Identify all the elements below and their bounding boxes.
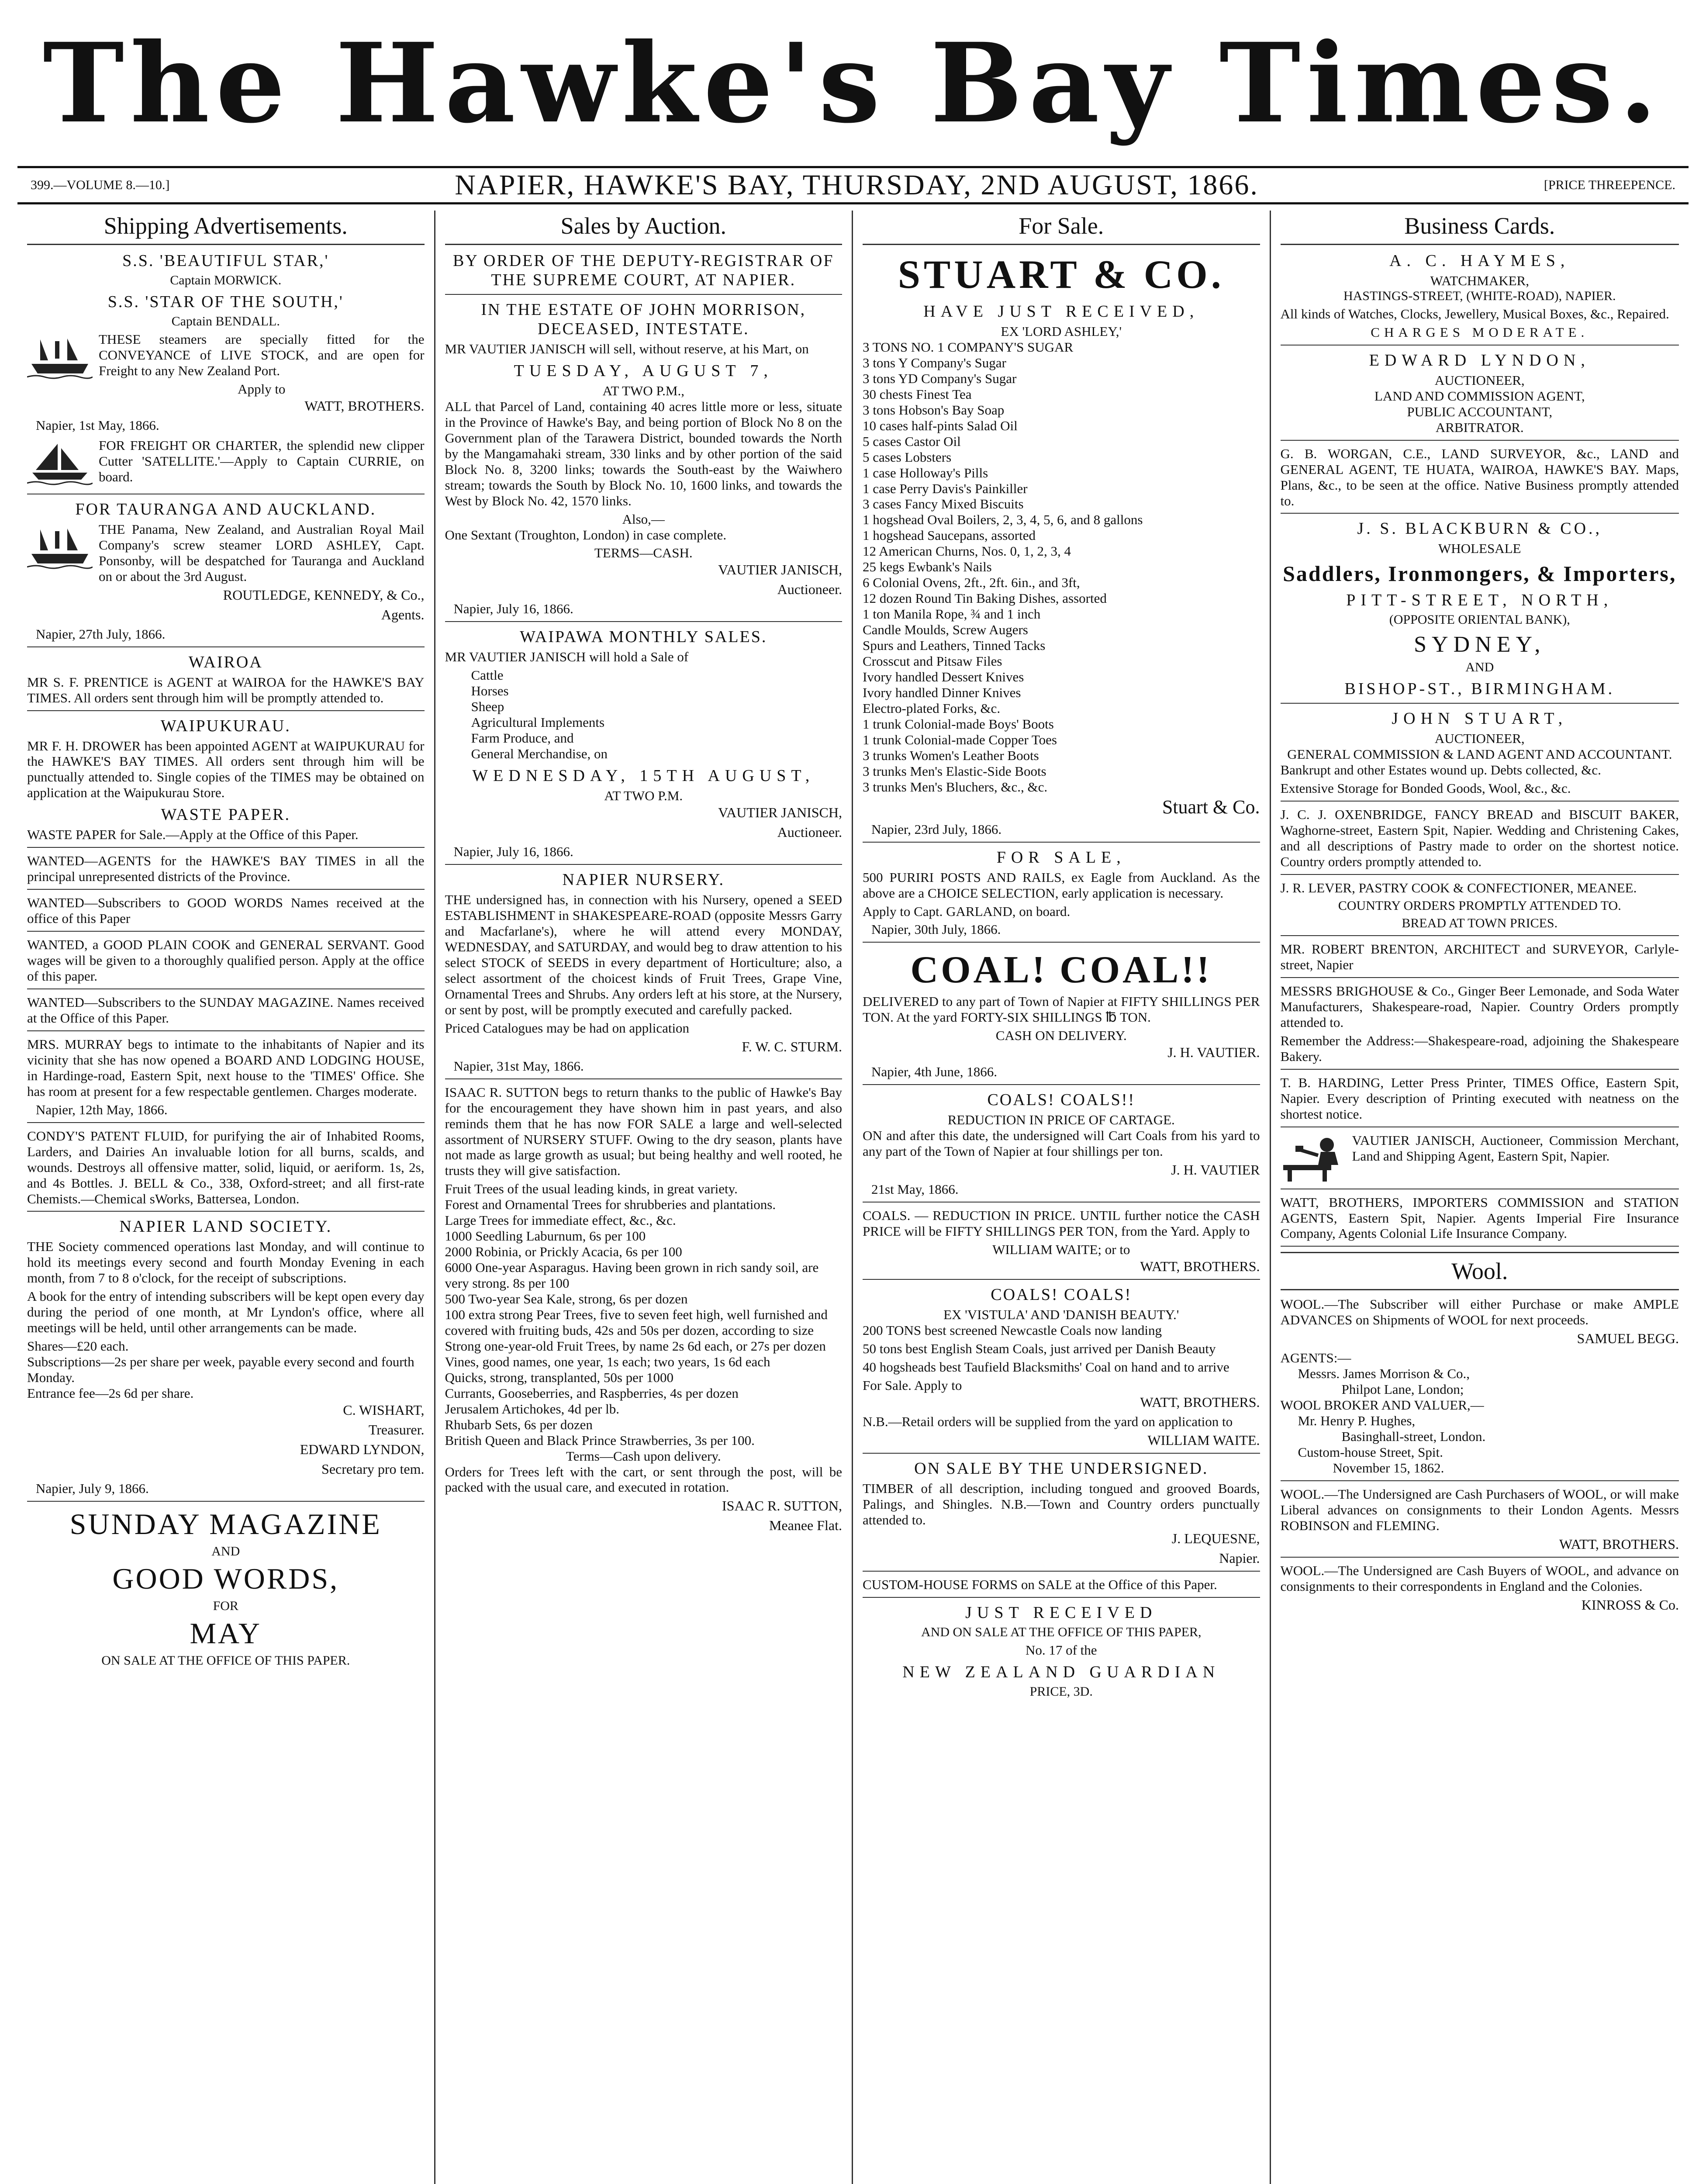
ad-text: A book for the entry of intending subscribers will be kept open every day during the period of one month, at Mr Lyndon's office, where all meetings will be held, until other arrangements can be made. <box>27 1289 425 1336</box>
list-item: 1 trunk Colonial-made Boys' Boots <box>863 716 1054 732</box>
divider <box>863 1202 1260 1203</box>
stock-list <box>863 339 1260 795</box>
list-item: General Merchandise, on <box>471 746 608 762</box>
ad-text: 50 tons best English Steam Coals, just arrived per Danish Beauty <box>863 1341 1216 1356</box>
list-item: 12 American Churns, Nos. 0, 1, 2, 3, 4 <box>863 543 1071 559</box>
ad-subheading: EX 'VISTULA' AND 'DANISH BEAUTY.' <box>943 1307 1179 1323</box>
signature: F. W. C. STURM. <box>742 1038 842 1054</box>
list-item: 1 ton Manila Rope, ¾ and 1 inch <box>863 606 1041 622</box>
ad-date: Napier, 27th July, 1866. <box>36 626 166 642</box>
ad-line: Saddlers, Ironmongers, & Importers, <box>1283 561 1677 586</box>
ad-text: FOR FREIGHT OR CHARTER, the splendid new clipper Cutter 'SATELLITE.'—Apply to Captain CURRIE, on board. <box>99 437 425 484</box>
divider <box>445 294 843 295</box>
ad-text: J. R. LEVER, PASTRY COOK & CONFECTIONER, MEANEE. <box>1280 880 1637 896</box>
signature: J. LEQUESNE, <box>1171 1530 1260 1546</box>
ad-heading: BY ORDER OF THE DEPUTY-REGISTRAR OF THE SUPREME COURT, AT NAPIER. <box>453 252 834 289</box>
divider <box>863 942 1260 943</box>
ad-text: WOOL.—The Subscriber will either Purchase or make AMPLE ADVANCES on Shipments of WOOL for next proceeds. <box>1280 1296 1679 1328</box>
divider <box>1281 977 1679 978</box>
list-item: 6000 One-year Asparagus. Having been grown in rich sandy soil, are very strong. 8s per 100 <box>445 1260 819 1291</box>
ad-heading: COALS! COALS!! <box>987 1091 1136 1109</box>
ad-text: WANTED—Subscribers to GOOD WORDS Names received at the office of this Paper <box>27 895 425 926</box>
divider <box>1281 935 1679 936</box>
ad-text: WANTED—AGENTS for the HAWKE'S BAY TIMES in all the principal unrepresented districts of the Province. <box>27 853 425 885</box>
ad-text: Extensive Storage for Bonded Goods, Wool, &c., &c. <box>1280 781 1571 796</box>
ad-heading: WASTE PAPER. <box>161 805 290 824</box>
ad-text: 200 TONS best screened Newcastle Coals now landing <box>863 1322 1162 1338</box>
ad-date: Napier, 23rd July, 1866. <box>871 821 1002 837</box>
nursery-items <box>445 1181 843 1448</box>
ad-text: THESE steamers are specially fitted for the CONVEYANCE of LIVE STOCK, and are open for Freight to any New Zealand Port. <box>99 332 425 378</box>
ad-text: THE Society commenced operations last Monday, and will continue to hold its meetings every second and fourth Monday Evening in each month, from 7 to 8 o'clock, for the receipt of subscriptions. <box>27 1239 425 1286</box>
ad-text: MR VAUTIER JANISCH will hold a Sale of <box>445 649 689 665</box>
ad-text: ON and after this date, the undersigned will Cart Coals from his yard to any part of the Town of Napier at four shillings per ton. <box>863 1128 1260 1159</box>
divider <box>863 1279 1260 1280</box>
ad-line: Apply to Capt. GARLAND, on board. <box>863 903 1071 919</box>
ad-text: Bankrupt and other Estates wound up. Debts collected, &c. <box>1280 762 1601 778</box>
ad-text: WANTED—Subscribers to the SUNDAY MAGAZINE. Names received at the Office of this Paper. <box>27 994 425 1026</box>
signature: VAUTIER JANISCH, <box>718 805 842 821</box>
ad-heading: NAPIER NURSERY. <box>562 871 725 889</box>
column-for-sale <box>853 211 1271 2184</box>
price: [PRICE THREEPENCE. <box>1544 178 1675 192</box>
magazine-and: AND <box>211 1544 240 1559</box>
list-item: Strong one-year-old Fruit Trees, by name 2s 6d each, or 27s per dozen <box>445 1338 826 1354</box>
list-item: 3 tons Hobson's Bay Soap <box>863 402 1005 418</box>
list-item: Jerusalem Artichokes, 4d per lb. <box>445 1401 619 1417</box>
signature-title: Meanee Flat. <box>769 1517 842 1534</box>
sailing-ship-icon <box>27 439 93 487</box>
ad-text: WASTE PAPER for Sale.—Apply at the Office of this Paper. <box>27 827 359 843</box>
list-item: 1 trunk Colonial-made Copper Toes <box>863 732 1057 747</box>
ad-steamers <box>27 251 425 433</box>
ad-line: AGENTS:— <box>1280 1350 1351 1366</box>
ad-heading: FOR SALE, <box>996 848 1126 867</box>
ad-line: Messrs. James Morrison & Co., <box>1298 1366 1470 1382</box>
ad-date: 21st May, 1866. <box>871 1182 959 1197</box>
divider <box>27 1122 425 1123</box>
ad-text: J. C. J. OXENBRIDGE, FANCY BREAD and BISCUIT BAKER, Waghorne-street, Eastern Spit, Napier. Wedding and Christening Cakes, and all descriptions of Pastry made to order on the shortest notice. Country orders promptly attended to. <box>1280 807 1679 870</box>
ad-line: AUCTIONEER, <box>1434 372 1525 388</box>
sale-day: TUESDAY, AUGUST 7, <box>514 361 773 380</box>
signature: WILLIAM WAITE; or to <box>992 1242 1130 1258</box>
ad-line: WOOL BROKER AND VALUER,— <box>1280 1397 1484 1413</box>
list-item: Quicks, strong, transplanted, 50s per 1000 <box>445 1369 673 1385</box>
ad-line: Shares—£20 each. <box>27 1338 129 1354</box>
list-item: 5 cases Lobsters <box>863 449 952 465</box>
divider <box>863 1453 1260 1454</box>
ad-date: Napier, July 16, 1866. <box>453 601 573 617</box>
column-heading: Shipping Advertisements. <box>27 211 425 245</box>
ad-text: MR F. H. DROWER has been appointed AGENT at WAIPUKURAU for the HAWKE'S BAY TIMES. All orders sent through him will be punctually attended to. Single copies of the TIMES may be obtained on application at the Waipukurau Store. <box>27 738 425 801</box>
divider <box>27 889 425 890</box>
ad-line: PUBLIC ACCOUNTANT, <box>1407 404 1553 419</box>
ad-line: WATCHMAKER, <box>1430 273 1529 288</box>
on-sale-note: ON SALE AT THE OFFICE OF THIS PAPER. <box>101 1653 350 1668</box>
list-item: 3 TONS NO. 1 COMPANY'S SUGAR <box>863 339 1074 355</box>
divider <box>1281 703 1679 704</box>
signature-title: Agents. <box>381 606 425 622</box>
ad-text: MR VAUTIER JANISCH will sell, without reserve, at his Mart, on <box>445 341 809 356</box>
divider <box>445 864 843 865</box>
ad-date: Napier, 30th July, 1866. <box>871 922 1001 937</box>
ad-text: ALL that Parcel of Land, containing 40 acres little more or less, situate in the Province of Hawke's Bay, and being portion of Block No 8 on the Government plan of the Tarawera District, bounded towards the North by the Mangamahaki stream, 330 links and by other portion of the said Block No. 8, 3200 links; towards the South-east by the Waiwhero stream; towards the South by Block No. 10, 1600 links, and towards the West by Block No. 42, 1570 links. <box>445 398 842 508</box>
signature-title: Secretary pro tem. <box>321 1461 425 1477</box>
divider <box>27 1501 425 1502</box>
volume-number: 399.—VOLUME 8.—10.] <box>31 178 170 192</box>
ad-line: Custom-house Street, Spit. <box>1298 1444 1443 1460</box>
dateline <box>17 166 1689 204</box>
ad-heading: COAL! COAL!! <box>910 949 1212 992</box>
ad-line: PITT-STREET, NORTH, <box>1346 591 1613 610</box>
ad-line: No. 17 of the <box>1025 1642 1097 1658</box>
ad-janisch <box>1281 1133 1679 1184</box>
ad-heading: ON SALE BY THE UNDERSIGNED. <box>914 1459 1209 1478</box>
ad-line: EX 'LORD ASHLEY,' <box>1001 324 1122 339</box>
list-item: Horses <box>471 683 509 699</box>
list-item: Electro-plated Forks, &c. <box>863 700 1001 716</box>
list-item: Cattle <box>471 667 504 683</box>
list-item: Vines, good names, one year, 1s each; two years, 1s 6d each <box>445 1354 770 1369</box>
signature: WATT, BROTHERS. <box>1140 1258 1260 1275</box>
divider <box>1281 1246 1679 1247</box>
ad-text: MRS. MURRAY begs to intimate to the inhabitants of Napier and its vicinity that she has now opened a BOARD AND LODGING HOUSE, in Hardinge-road, Eastern Spit, next house to the 'TIMES' Office. She has room at present for a few respectable gentlemen. Charges moderate. <box>27 1036 425 1099</box>
ad-line: November 15, 1862. <box>1333 1460 1444 1476</box>
list-item: Rhubarb Sets, 6s per dozen <box>445 1417 593 1432</box>
signature: C. WISHART, <box>343 1402 425 1418</box>
ad-line: For Sale. Apply to <box>863 1377 962 1393</box>
business-name: J. S. BLACKBURN & CO., <box>1357 519 1602 538</box>
signature: ROUTLEDGE, KENNEDY, & Co., <box>223 587 425 603</box>
ad-date: Napier, 4th June, 1866. <box>871 1064 998 1080</box>
ad-text: THE undersigned has, in connection with his Nursery, opened a SEED ESTABLISHMENT in SHAKESPEARE-ROAD (opposite Messrs Garry and Macfarlane's), where he will attend every MONDAY, WEDNESDAY, and SATURDAY, and would beg to draw attention to his select STOCK of SEEDS in every department of Horticulture; also, a select assortment of the choicest kinds of Fruit Trees, Grape Vine, Ornamental Trees and Shrubs. Any orders left at his store, at the Nursery, or sent by post, will be promptly executed and carefully packed. <box>445 892 842 1017</box>
ad-text: CUSTOM-HOUSE FORMS on SALE at the Office of this Paper. <box>863 1576 1217 1592</box>
ad-satellite <box>27 438 425 489</box>
divider <box>1281 874 1679 875</box>
divider <box>1281 440 1679 441</box>
ad-text: N.B.—Retail orders will be supplied from the yard on application to <box>863 1413 1233 1429</box>
ad-heading: HAVE JUST RECEIVED, <box>923 302 1199 321</box>
list-item: 500 Two-year Sea Kale, strong, 6s per dozen <box>445 1291 688 1307</box>
ship-name: S.S. 'STAR OF THE SOUTH,' <box>107 293 344 311</box>
ad-line: Subscriptions—2s per share per week, payable every second and fourth Monday. <box>27 1354 414 1386</box>
divider <box>1281 513 1679 514</box>
ad-heading: NAPIER LAND SOCIETY. <box>119 1217 332 1236</box>
ship-name: S.S. 'BEAUTIFUL STAR,' <box>122 252 329 270</box>
business-name: A. C. HAYMES, <box>1389 252 1570 270</box>
ad-line: CASH ON DELIVERY. <box>995 1028 1127 1044</box>
ad-subheading: REDUCTION IN PRICE OF CARTAGE. <box>947 1112 1175 1128</box>
ad-tauranga <box>27 500 425 642</box>
ad-text: THE Panama, New Zealand, and Australian Royal Mail Company's screw steamer LORD ASHLEY, Capt. Ponsonby, will be despatched for Tauranga and Auckland on or about the 3rd August. <box>99 521 425 584</box>
signature: J. H. VAUTIER <box>1171 1162 1260 1178</box>
divider <box>27 646 425 647</box>
ad-line: AND ON SALE AT THE OFFICE OF THIS PAPER, <box>921 1624 1202 1639</box>
business-name: JOHN STUART, <box>1392 709 1568 728</box>
column-auctions <box>435 211 853 2184</box>
sale-day: WEDNESDAY, 15TH AUGUST, <box>472 767 815 785</box>
list-item: 3 trunks Men's Elastic-Side Boots <box>863 763 1046 779</box>
steamship-icon <box>27 523 93 571</box>
signature: WATT, BROTHERS. <box>1559 1536 1679 1552</box>
ad-text: TIMBER of all description, including tongued and grooved Boards, Palings, and Shingles. N.B.—Town and Country orders punctually attended to. <box>863 1480 1260 1527</box>
ad-line: WHOLESALE <box>1438 541 1521 556</box>
divider <box>27 710 425 711</box>
signature-title: Auctioneer. <box>777 581 842 598</box>
divider <box>863 1084 1260 1085</box>
list-item: Spurs and Leathers, Tinned Tacks <box>863 638 1046 653</box>
ad-line: AUCTIONEER, <box>1434 731 1525 746</box>
list-item: 1 case Perry Davis's Painkiller <box>863 480 1028 496</box>
signature: J. H. VAUTIER. <box>1167 1044 1260 1061</box>
magazine-for: FOR <box>213 1598 238 1613</box>
ad-text: T. B. HARDING, Letter Press Printer, TIMES Office, Eastern Spit, Napier. Every description of Printing executed with neatness on the shortest notice. <box>1280 1075 1679 1122</box>
business-name: EDWARD LYNDON, <box>1369 351 1590 370</box>
list-item: Forest and Ornamental Trees for shrubberies and plantations. <box>445 1197 776 1213</box>
signature: WILLIAM WAITE. <box>1147 1432 1260 1448</box>
ad-text: WOOL.—The Undersigned are Cash Purchasers of WOOL, or will make Liberal advances on consignments to their London Agents. Messrs ROBINSON and FLEMING. <box>1280 1486 1679 1533</box>
list-item: 1 case Holloway's Pills <box>863 465 988 480</box>
ad-text: ISAAC R. SUTTON begs to return thanks to the public of Hawke's Bay for the encouragement they have shown him in past years, and also reminds them that he has now FOR SALE a large and well-selected assortment of NURSERY STUFF. Owing to the dry season, plants have not made as large growth as usual; but being healthy and well rooted, he trusts they will give satisfaction. <box>445 1084 842 1178</box>
list-item: Fruit Trees of the usual leading kinds, in great variety. <box>445 1181 738 1197</box>
ad-text: MESSRS BRIGHOUSE & Co., Ginger Beer Lemonade, and Soda Water Manufacturers, Shakespeare-road, Napier. Country Orders promptly attended to. <box>1280 983 1679 1030</box>
list-item: Farm Produce, and <box>471 730 574 746</box>
list-item: 30 chests Finest Tea <box>863 386 972 402</box>
captain: Captain MORWICK. <box>170 273 282 287</box>
divider <box>27 847 425 848</box>
ad-line: Entrance fee—2s 6d per share. <box>27 1386 194 1401</box>
list-item: Large Trees for immediate effect, &c., &c. <box>445 1213 676 1228</box>
ad-date: Napier, July 9, 1866. <box>36 1480 149 1496</box>
ad-text: Priced Catalogues may be had on application <box>445 1020 690 1036</box>
sale-time: AT TWO P.M. <box>604 788 683 804</box>
ad-date: Napier, July 16, 1866. <box>453 844 573 860</box>
ad-text: WOOL.—The Undersigned are Cash Buyers of WOOL, and advance on consignments to their correspondents in England and the Colonies. <box>1280 1562 1679 1594</box>
ad-line: ARBITRATOR. <box>1435 419 1524 435</box>
signature: KINROSS & Co. <box>1581 1597 1679 1613</box>
list-item: 3 trunks Men's Bluchers, &c., &c. <box>863 779 1048 795</box>
ad-heading: COALS! COALS! <box>991 1286 1132 1304</box>
sale-items <box>445 667 843 762</box>
ad-heading: WAIROA <box>188 653 263 671</box>
ad-line: GENERAL COMMISSION & LAND AGENT AND ACCOUNTANT. <box>1287 746 1672 762</box>
sale-time: AT TWO P.M., <box>602 383 684 398</box>
list-item: 25 kegs Ewbank's Nails <box>863 559 992 575</box>
ad-line: (OPPOSITE ORIENTAL BANK), <box>1389 612 1570 627</box>
divider <box>445 621 843 622</box>
ad-heading: JUST RECEIVED <box>965 1603 1157 1622</box>
ad-date: Napier, 31st May, 1866. <box>453 1058 584 1074</box>
apply-to: Apply to <box>238 381 286 397</box>
ad-date: Napier, 12th May, 1866. <box>36 1102 168 1117</box>
column-heading: Sales by Auction. <box>445 211 843 245</box>
terms: Terms—Cash upon delivery. <box>566 1448 721 1464</box>
list-item: 100 extra strong Pear Trees, five to seven feet high, well furnished and covered with fruiting buds, 42s and 50s per dozen, according to size <box>445 1306 828 1338</box>
publication-name: NEW ZEALAND GUARDIAN <box>902 1662 1220 1681</box>
divider <box>1281 801 1679 802</box>
ad-text: MR. ROBERT BRENTON, ARCHITECT and SURVEYOR, Carlyle-street, Napier <box>1280 941 1679 972</box>
ad-text: G. B. WORGAN, C.E., LAND SURVEYOR, &c., LAND and GENERAL AGENT, TE HUATA, WAIROA, HAWKE'S BAY. Maps, Plans, &c., to be seen at the office. Native Business promptly attended to. <box>1280 446 1679 508</box>
signature: VAUTIER JANISCH, <box>718 562 842 578</box>
divider <box>863 1571 1260 1572</box>
signature: WATT, BROTHERS. <box>1140 1394 1260 1410</box>
ad-line: LAND AND COMMISSION AGENT, <box>1374 388 1585 404</box>
ad-line: BREAD AT TOWN PRICES. <box>1402 916 1558 931</box>
list-item: 5 cases Castor Oil <box>863 433 961 449</box>
divider <box>27 1211 425 1212</box>
columns <box>17 204 1689 2184</box>
ad-line: Basinghall-street, London. <box>1341 1429 1486 1444</box>
ad-text: Remember the Address:—Shakespeare-road, adjoining the Shakespeare Bakery. <box>1280 1033 1679 1064</box>
ad-text: CONDY'S PATENT FLUID, for purifying the air of Inhabited Rooms, Larders, and Dairies An invaluable lotion for all burns, scalds, and wounds. Destroys all offensive matter, solid, liquid, or aeriform. 1s, 2s, and 4s Bottles. J. BELL & Co., 338, Oxford-street; and all first-rate Chemists.—Chemical sWorks, Battersea, London. <box>27 1128 425 1206</box>
ad-line: Mr. Henry P. Hughes, <box>1298 1413 1416 1429</box>
ad-text: VAUTIER JANISCH, Auctioneer, Commission Merchant, Land and Shipping Agent, Eastern Spit, Napier. <box>1352 1132 1679 1164</box>
place-date: NAPIER, HAWKE'S BAY, THURSDAY, 2ND AUGUST, 1866. <box>455 169 1259 201</box>
magazine-title: SUNDAY MAGAZINE <box>69 1507 382 1541</box>
merchant-name: STUART & CO. <box>898 252 1225 297</box>
signature: SAMUEL BEGG. <box>1577 1330 1679 1347</box>
ad-line: AND <box>1465 660 1494 675</box>
divider <box>27 931 425 932</box>
ad-line: BISHOP-ST., BIRMINGHAM. <box>1344 680 1615 698</box>
ad-text: One Sextant (Troughton, London) in case complete. <box>445 527 727 543</box>
list-item: 3 trunks Women's Leather Boots <box>863 747 1039 763</box>
divider <box>27 1030 425 1031</box>
signature: ISAAC R. SUTTON, <box>722 1498 842 1514</box>
signature: EDWARD LYNDON, <box>300 1441 425 1457</box>
ad-text: 500 PURIRI POSTS AND RAILS, ex Eagle from Auckland. As the above are a CHOICE SELECTION, early application is necessary. <box>863 869 1260 901</box>
ad-line: HASTINGS-STREET, (WHITE-ROAD), NAPIER. <box>1343 288 1616 303</box>
ad-line: CHARGES MODERATE. <box>1371 324 1589 340</box>
list-item: 6 Colonial Ovens, 2ft., 2ft. 6in., and 3ft, <box>863 575 1080 591</box>
auctioneer-engraving-icon <box>1281 1134 1346 1182</box>
column-heading: Business Cards. <box>1281 211 1679 245</box>
masthead <box>17 0 1689 166</box>
column-heading: For Sale. <box>863 211 1260 245</box>
ad-text: WATT, BROTHERS, IMPORTERS COMMISSION and STATION AGENTS, Eastern Spit, Napier. Agents Imperial Fire Insurance Company, Agents Colonial Life Insurance Company. <box>1280 1194 1679 1241</box>
list-item: Ivory handled Dinner Knives <box>863 684 1021 700</box>
ad-text: Orders for Trees left with the cart, or sent through the post, will be packed with the usual care, and executed in rotation. <box>445 1464 842 1495</box>
divider <box>445 1078 843 1079</box>
list-item: 3 tons Y Company's Sugar <box>863 355 1006 370</box>
column-shipping <box>17 211 435 2184</box>
list-item: 10 cases half-pints Salad Oil <box>863 418 1018 433</box>
divider <box>863 842 1260 843</box>
list-item: 2000 Robinia, or Prickly Acacia, 6s per 100 <box>445 1244 682 1260</box>
signature: Stuart & Co. <box>1162 796 1260 818</box>
list-item: Agricultural Implements <box>471 715 605 730</box>
ad-text: DELIVERED to any part of Town of Napier at FIFTY SHILLINGS PER TON. At the yard FORTY-SIX SHILLINGS ℔ TON. <box>863 994 1260 1025</box>
signature-title: Auctioneer. <box>777 824 842 840</box>
ad-heading: IN THE ESTATE OF JOHN MORRISON, DECEASED, INTESTATE. <box>481 301 806 338</box>
list-item: Ivory handled Dessert Knives <box>863 669 1024 684</box>
list-item: 3 cases Fancy Mixed Biscuits <box>863 496 1024 512</box>
divider <box>1281 1480 1679 1481</box>
column-business-cards <box>1271 211 1689 2184</box>
section-heading-wool: Wool. <box>1281 1252 1679 1290</box>
list-item: Sheep <box>471 699 504 715</box>
ad-heading: FOR TAURANGA AND AUCKLAND. <box>75 500 376 518</box>
divider <box>27 988 425 989</box>
list-item: British Queen and Black Prince Strawberries, 3s per 100. <box>445 1432 755 1448</box>
ad-date: Napier, 1st May, 1866. <box>36 417 159 433</box>
divider <box>1281 1069 1679 1070</box>
list-item: 3 tons YD Company's Sugar <box>863 370 1017 386</box>
magazine-month: MAY <box>190 1616 262 1650</box>
list-item: Crosscut and Pitsaw Files <box>863 653 1002 669</box>
signature-title: Napier. <box>1219 1550 1260 1566</box>
list-item: 1 hogshead Saucepans, assorted <box>863 528 1036 543</box>
magazine-title: GOOD WORDS, <box>112 1562 339 1595</box>
ad-text: COALS. — REDUCTION IN PRICE. UNTIL further notice the CASH PRICE will be FIFTY SHILLINGS PER TON, from the Yard. Apply to <box>863 1208 1260 1239</box>
divider <box>1281 1557 1679 1558</box>
signature: WATT, BROTHERS. <box>304 397 425 414</box>
divider <box>1281 345 1679 346</box>
ad-text: MR S. F. PRENTICE is AGENT at WAIROA for the HAWKE'S BAY TIMES. All orders sent through him will be promptly attended to. <box>27 674 425 705</box>
list-item: Candle Moulds, Screw Augers <box>863 622 1028 638</box>
divider <box>863 1597 1260 1598</box>
ad-text: 40 hogsheads best Taufield Blacksmiths' Coal on hand and to arrive <box>863 1359 1229 1375</box>
ad-heading: WAIPAWA MONTHLY SALES. <box>520 628 767 646</box>
ad-heading: WAIPUKURAU. <box>160 716 291 735</box>
masthead-title: The Hawke's Bay Times. <box>43 19 1663 147</box>
ad-text: All kinds of Watches, Clocks, Jewellery, Musical Boxes, &c., Repaired. <box>1280 306 1669 321</box>
price: PRICE, 3D. <box>1029 1684 1093 1699</box>
list-item: 12 dozen Round Tin Baking Dishes, assorted <box>863 591 1107 606</box>
terms: TERMS—CASH. <box>594 545 693 561</box>
ad-line: Also,— <box>622 511 665 527</box>
list-item: 1000 Seedling Laburnum, 6s per 100 <box>445 1228 646 1244</box>
ad-text: WANTED, a GOOD PLAIN COOK and GENERAL SERVANT. Good wages will be given to a thoroughly qualified person. Apply at the office of this paper. <box>27 937 425 984</box>
list-item: 1 hogshead Oval Boilers, 2, 3, 4, 5, 6, and 8 gallons <box>863 512 1143 528</box>
steamship-icon <box>27 333 93 381</box>
signature-title: Treasurer. <box>368 1421 425 1438</box>
ad-line: COUNTRY ORDERS PROMPTLY ATTENDED TO. <box>1338 898 1621 913</box>
ad-line: SYDNEY, <box>1414 632 1546 657</box>
ad-line: Philpot Lane, London; <box>1341 1382 1464 1397</box>
list-item: Currants, Gooseberries, and Raspberries, 4s per dozen <box>445 1385 739 1401</box>
captain: Captain BENDALL. <box>171 314 280 328</box>
